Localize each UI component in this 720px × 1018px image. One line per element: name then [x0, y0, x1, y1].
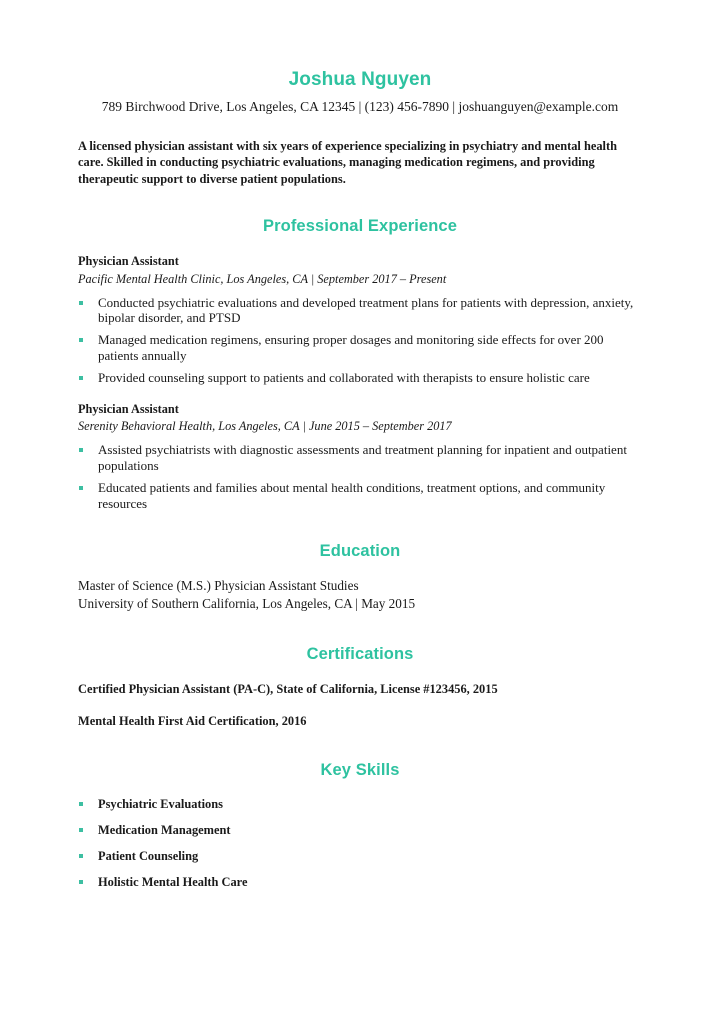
square-bullet-icon — [79, 828, 83, 832]
experience-entry — [78, 402, 642, 512]
contact-line: 789 Birchwood Drive, Los Angeles, CA 12345 | (123) 456-7890 | joshuanguyen@example.com — [101, 98, 619, 114]
page-title: Joshua Nguyen — [288, 69, 432, 90]
job-bullet-list — [78, 442, 642, 511]
list-item — [78, 849, 642, 864]
professional-summary: A licensed physician assistant with six years of experience specializing in psychiatry and mental health care. Skilled in conducting psychiatric evaluations, managing medication regimens, and providing therapeutic support to diverse patient populations. — [78, 138, 618, 186]
job-title: Physician Assistant — [78, 254, 179, 269]
section-heading-certifications: Certifications — [306, 645, 414, 664]
resume-content — [78, 0, 642, 901]
list-item — [78, 823, 642, 838]
section-heading-key-skills: Key Skills — [320, 761, 400, 780]
job-bullet-list — [78, 295, 642, 386]
list-item — [78, 295, 642, 327]
section-heading-education: Education — [319, 541, 401, 560]
job-meta: Pacific Mental Health Clinic, Los Angeles, CA | September 2017 – Present — [78, 271, 447, 286]
list-item — [78, 442, 642, 474]
list-item — [78, 370, 642, 386]
list-item-label: Psychiatric Evaluations — [98, 797, 223, 812]
square-bullet-icon — [79, 880, 83, 884]
list-item — [78, 875, 642, 890]
skills-list — [78, 797, 642, 890]
list-item — [78, 332, 642, 364]
education-entry — [78, 577, 642, 613]
list-item — [78, 480, 642, 512]
experience-entry — [78, 254, 642, 386]
square-bullet-icon — [79, 376, 83, 380]
section-heading-experience: Professional Experience — [263, 217, 457, 236]
square-bullet-icon — [79, 301, 83, 305]
list-item — [78, 797, 642, 812]
square-bullet-icon — [79, 802, 83, 806]
list-item-label: Conducted psychiatric evaluations and developed treatment plans for patients with depression, anxiety, bipolar disorder, and PTSD — [98, 294, 634, 326]
certifications-list — [78, 681, 642, 729]
square-bullet-icon — [79, 338, 83, 342]
education-school: University of Southern California, Los Angeles, CA | May 2015 — [78, 595, 416, 611]
square-bullet-icon — [79, 854, 83, 858]
certification-item: Mental Health First Aid Certification, 2016 — [78, 714, 307, 729]
square-bullet-icon — [79, 448, 83, 452]
list-item-label: Medication Management — [98, 823, 231, 838]
list-item-label: Educated patients and families about mental health conditions, treatment options, and community resources — [98, 479, 606, 511]
education-degree: Master of Science (M.S.) Physician Assistant Studies — [78, 577, 359, 593]
square-bullet-icon — [79, 486, 83, 490]
list-item-label: Holistic Mental Health Care — [98, 875, 248, 889]
list-item-label: Patient Counseling — [98, 849, 199, 864]
list-item-label: Assisted psychiatrists with diagnostic assessments and treatment planning for inpatient and outpatient populations — [98, 442, 627, 474]
job-title: Physician Assistant — [78, 401, 179, 416]
list-item-label: Managed medication regimens, ensuring proper dosages and monitoring side effects for over 200 patients annually — [98, 332, 604, 364]
job-meta: Serenity Behavioral Health, Los Angeles, CA | June 2015 – September 2017 — [78, 419, 452, 434]
list-item-label: Provided counseling support to patients and collaborated with therapists to ensure holistic care — [98, 370, 590, 386]
certification-item: Certified Physician Assistant (PA-C), State of California, License #123456, 2015 — [78, 682, 498, 697]
